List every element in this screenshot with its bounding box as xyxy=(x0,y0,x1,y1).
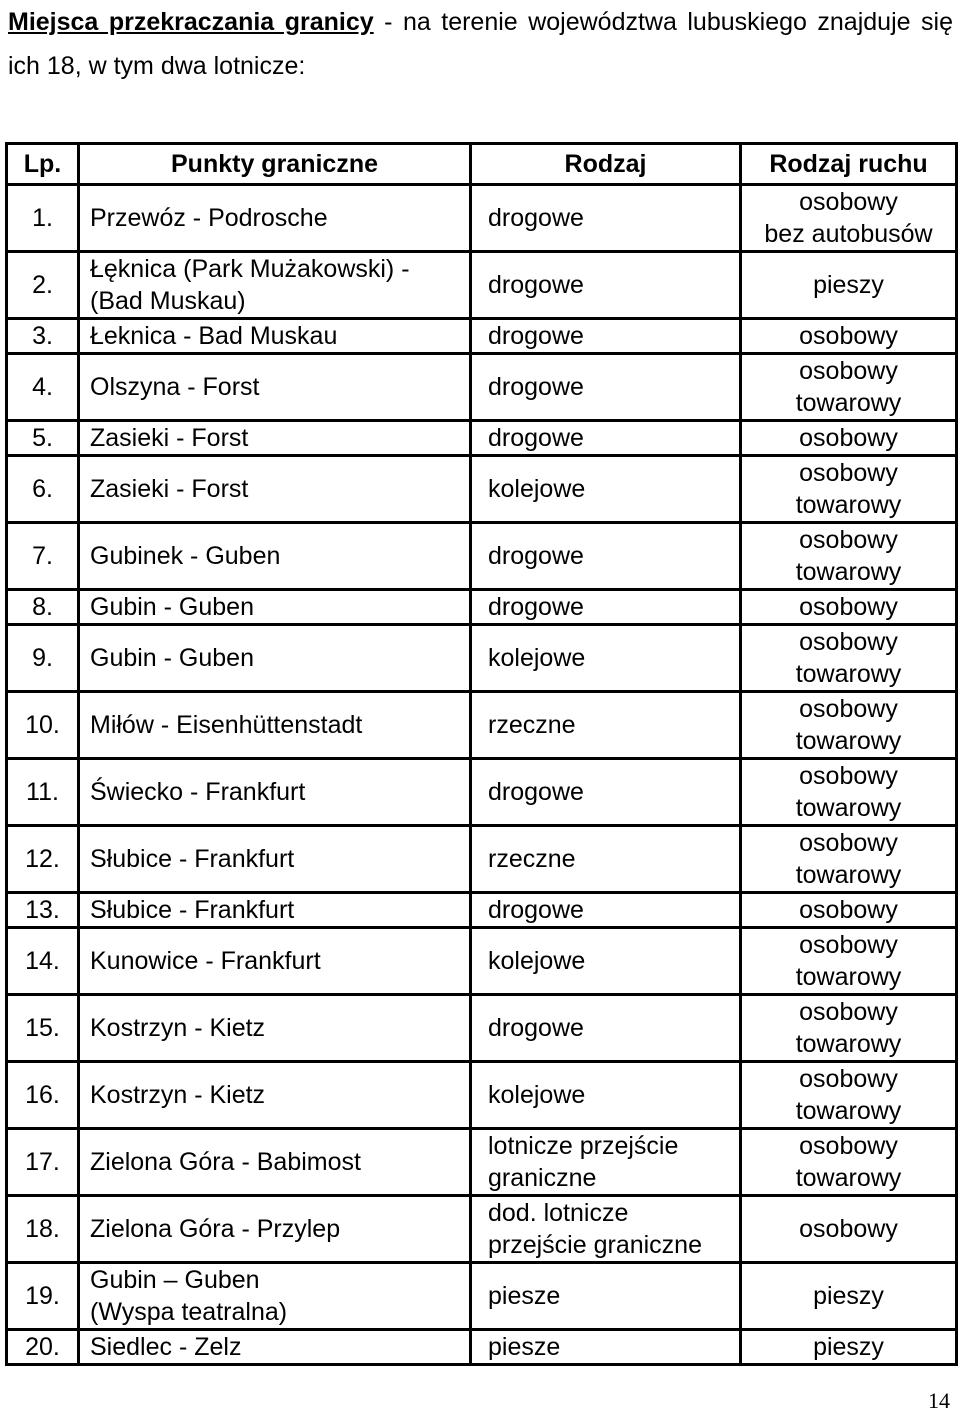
border-crossings-table xyxy=(5,142,958,1366)
row-number: 3. xyxy=(7,319,79,354)
crossing-type xyxy=(471,1196,741,1263)
header-lp: Lp. xyxy=(7,144,79,185)
traffic-type xyxy=(741,1330,957,1365)
traffic-type xyxy=(741,893,957,928)
table-row xyxy=(7,1263,957,1330)
table-header-row xyxy=(7,144,957,185)
crossing-type-line: kolejowe xyxy=(488,475,586,503)
table-row xyxy=(7,826,957,893)
table-row xyxy=(7,928,957,995)
crossing-name xyxy=(79,625,471,692)
crossing-name-line: Słubice - Frankfurt xyxy=(90,896,295,924)
traffic-type xyxy=(741,625,957,692)
traffic-type xyxy=(741,928,957,995)
crossing-name xyxy=(79,995,471,1062)
row-number: 2. xyxy=(7,252,79,319)
crossing-type xyxy=(471,421,741,456)
row-number: 18. xyxy=(7,1196,79,1263)
traffic-type-line: osobowy xyxy=(799,1065,898,1093)
traffic-type-line: towarowy xyxy=(795,660,902,688)
crossing-type xyxy=(471,826,741,893)
crossing-type xyxy=(471,1263,741,1330)
crossing-name xyxy=(79,1263,471,1330)
traffic-type xyxy=(741,252,957,319)
crossing-type-line: rzeczne xyxy=(488,845,576,873)
traffic-type-line: towarowy xyxy=(795,861,902,889)
table-row xyxy=(7,523,957,590)
crossing-name-line: (Bad Muskau) xyxy=(90,287,246,315)
crossing-name-line: Świecko - Frankfurt xyxy=(90,778,306,806)
crossing-type-line: kolejowe xyxy=(488,644,586,672)
traffic-type-line: pieszy xyxy=(813,271,884,299)
crossing-type-line: kolejowe xyxy=(488,1081,586,1109)
crossing-type-line: drogowe xyxy=(488,778,584,806)
crossing-name xyxy=(79,354,471,421)
crossing-type xyxy=(471,590,741,625)
crossing-name xyxy=(79,1129,471,1196)
crossing-name xyxy=(79,928,471,995)
crossing-name-line: Miłów - Eisenhüttenstadt xyxy=(90,711,363,739)
crossing-type xyxy=(471,1129,741,1196)
traffic-type-line: osobowy xyxy=(799,526,898,554)
crossing-name-line: Zasieki - Forst xyxy=(90,475,249,503)
crossing-type xyxy=(471,1062,741,1129)
crossing-name-line: Olszyna - Forst xyxy=(90,373,260,401)
traffic-type-line: towarowy xyxy=(795,963,902,991)
traffic-type-line: towarowy xyxy=(795,491,902,519)
row-number: 16. xyxy=(7,1062,79,1129)
crossing-name-line: Kostrzyn - Kietz xyxy=(90,1014,266,1042)
row-number: 15. xyxy=(7,995,79,1062)
crossing-name-line: Zielona Góra - Przylep xyxy=(90,1215,341,1243)
table-row xyxy=(7,1196,957,1263)
row-number: 13. xyxy=(7,893,79,928)
traffic-type-line: bez autobusów xyxy=(764,220,933,248)
traffic-type-line: osobowy xyxy=(799,424,898,452)
row-number: 6. xyxy=(7,456,79,523)
traffic-type-line: osobowy xyxy=(799,357,898,385)
crossing-name xyxy=(79,421,471,456)
crossing-type-line: kolejowe xyxy=(488,947,586,975)
crossing-type-line: drogowe xyxy=(488,1014,584,1042)
crossing-name-line: (Wyspa teatralna) xyxy=(90,1298,288,1326)
table-row xyxy=(7,893,957,928)
crossing-name xyxy=(79,185,471,252)
crossing-type xyxy=(471,692,741,759)
crossing-name xyxy=(79,590,471,625)
table-row xyxy=(7,995,957,1062)
traffic-type xyxy=(741,421,957,456)
table-row xyxy=(7,456,957,523)
crossing-type xyxy=(471,928,741,995)
crossing-name-line: Przewóz - Podrosche xyxy=(90,204,328,232)
intro-lead: Miejsca przekraczania granicy xyxy=(8,8,374,36)
crossing-type-line: drogowe xyxy=(488,271,584,299)
table-row xyxy=(7,1330,957,1365)
crossing-name xyxy=(79,523,471,590)
traffic-type-line: towarowy xyxy=(795,1164,902,1192)
row-number: 12. xyxy=(7,826,79,893)
row-number: 1. xyxy=(7,185,79,252)
row-number: 9. xyxy=(7,625,79,692)
crossing-type-line: lotnicze przejście xyxy=(488,1132,679,1160)
traffic-type-line: towarowy xyxy=(795,389,902,417)
crossing-name-line: Słubice - Frankfurt xyxy=(90,845,295,873)
traffic-type xyxy=(741,590,957,625)
table-row xyxy=(7,185,957,252)
table-row xyxy=(7,692,957,759)
traffic-type-line: osobowy xyxy=(799,188,898,216)
page-number: 14 xyxy=(928,1388,950,1413)
traffic-type-line: osobowy xyxy=(799,459,898,487)
traffic-type xyxy=(741,995,957,1062)
table-row xyxy=(7,354,957,421)
crossing-name-line: Zielona Góra - Babimost xyxy=(90,1148,361,1176)
crossing-name xyxy=(79,826,471,893)
crossing-type-line: drogowe xyxy=(488,593,584,621)
crossing-type xyxy=(471,185,741,252)
crossing-name xyxy=(79,759,471,826)
table-body xyxy=(7,185,957,1365)
traffic-type-line: osobowy xyxy=(799,829,898,857)
crossing-type-line: drogowe xyxy=(488,896,584,924)
header-points: Punkty graniczne xyxy=(79,144,471,185)
traffic-type-line: pieszy xyxy=(813,1333,884,1361)
crossing-name xyxy=(79,1196,471,1263)
traffic-type-line: osobowy xyxy=(799,931,898,959)
traffic-type xyxy=(741,523,957,590)
crossing-type-line: dod. lotnicze xyxy=(488,1199,629,1227)
crossing-name xyxy=(79,252,471,319)
crossing-type-line: drogowe xyxy=(488,424,584,452)
traffic-type-line: osobowy xyxy=(799,628,898,656)
row-number: 8. xyxy=(7,590,79,625)
row-number: 11. xyxy=(7,759,79,826)
crossing-type xyxy=(471,523,741,590)
crossing-type xyxy=(471,1330,741,1365)
table-row xyxy=(7,590,957,625)
traffic-type-line: osobowy xyxy=(799,896,898,924)
crossing-name xyxy=(79,319,471,354)
header-traffic: Rodzaj ruchu xyxy=(741,144,957,185)
traffic-type xyxy=(741,1263,957,1330)
table-row xyxy=(7,252,957,319)
crossing-name xyxy=(79,893,471,928)
table-row xyxy=(7,1129,957,1196)
traffic-type-line: osobowy xyxy=(799,322,898,350)
crossing-name-line: Gubin - Guben xyxy=(90,593,254,621)
crossing-name-line: Gubin – Guben xyxy=(90,1266,260,1294)
crossing-type xyxy=(471,759,741,826)
traffic-type-line: towarowy xyxy=(795,1030,902,1058)
traffic-type-line: towarowy xyxy=(795,727,902,755)
traffic-type xyxy=(741,185,957,252)
traffic-type-line: osobowy xyxy=(799,998,898,1026)
crossing-type-line: rzeczne xyxy=(488,711,576,739)
traffic-type xyxy=(741,759,957,826)
row-number: 5. xyxy=(7,421,79,456)
traffic-type xyxy=(741,354,957,421)
intro-paragraph xyxy=(8,0,953,88)
crossing-name-line: Siedlec - Zelz xyxy=(90,1333,242,1361)
crossing-type xyxy=(471,319,741,354)
traffic-type-line: osobowy xyxy=(799,1132,898,1160)
traffic-type-line: osobowy xyxy=(799,593,898,621)
row-number: 20. xyxy=(7,1330,79,1365)
crossing-type-line: drogowe xyxy=(488,204,584,232)
row-number: 17. xyxy=(7,1129,79,1196)
traffic-type xyxy=(741,692,957,759)
crossing-name xyxy=(79,1062,471,1129)
crossing-name-line: Kostrzyn - Kietz xyxy=(90,1081,266,1109)
crossing-name xyxy=(79,692,471,759)
crossing-type xyxy=(471,456,741,523)
traffic-type-line: osobowy xyxy=(799,695,898,723)
table-row xyxy=(7,1062,957,1129)
crossing-name-line: Kunowice - Frankfurt xyxy=(90,947,321,975)
crossing-name-line: Łeknica - Bad Muskau xyxy=(90,322,338,350)
table-row xyxy=(7,625,957,692)
intro-rest: - na terenie województwa lubuskiego znajduje się ich 18, w tym dwa lotnicze: xyxy=(8,8,953,80)
crossing-type-line: graniczne xyxy=(488,1164,597,1192)
crossing-name xyxy=(79,456,471,523)
crossing-type xyxy=(471,625,741,692)
traffic-type xyxy=(741,1129,957,1196)
crossing-name-line: Gubin - Guben xyxy=(90,644,254,672)
table-row xyxy=(7,421,957,456)
row-number: 10. xyxy=(7,692,79,759)
traffic-type-line: towarowy xyxy=(795,558,902,586)
traffic-type xyxy=(741,319,957,354)
crossing-type xyxy=(471,995,741,1062)
traffic-type-line: towarowy xyxy=(795,794,902,822)
crossing-name xyxy=(79,1330,471,1365)
crossing-type-line: piesze xyxy=(488,1282,561,1310)
traffic-type xyxy=(741,1196,957,1263)
row-number: 4. xyxy=(7,354,79,421)
crossing-type-line: drogowe xyxy=(488,373,584,401)
traffic-type-line: osobowy xyxy=(799,762,898,790)
crossing-type-line: drogowe xyxy=(488,542,584,570)
crossing-name-line: Zasieki - Forst xyxy=(90,424,249,452)
traffic-type xyxy=(741,456,957,523)
traffic-type xyxy=(741,1062,957,1129)
crossing-name-line: Łęknica (Park Mużakowski) - xyxy=(90,255,410,283)
crossing-type-line: przejście graniczne xyxy=(488,1231,702,1259)
row-number: 19. xyxy=(7,1263,79,1330)
traffic-type xyxy=(741,826,957,893)
crossing-name-line: Gubinek - Guben xyxy=(90,542,281,570)
traffic-type-line: towarowy xyxy=(795,1097,902,1125)
traffic-type-line: osobowy xyxy=(799,1215,898,1243)
crossing-type xyxy=(471,893,741,928)
row-number: 7. xyxy=(7,523,79,590)
traffic-type-line: pieszy xyxy=(813,1282,884,1310)
crossing-type-line: drogowe xyxy=(488,322,584,350)
crossing-type xyxy=(471,354,741,421)
table-row xyxy=(7,319,957,354)
header-type: Rodzaj xyxy=(471,144,741,185)
crossing-type xyxy=(471,252,741,319)
row-number: 14. xyxy=(7,928,79,995)
crossing-type-line: piesze xyxy=(488,1333,561,1361)
table-row xyxy=(7,759,957,826)
